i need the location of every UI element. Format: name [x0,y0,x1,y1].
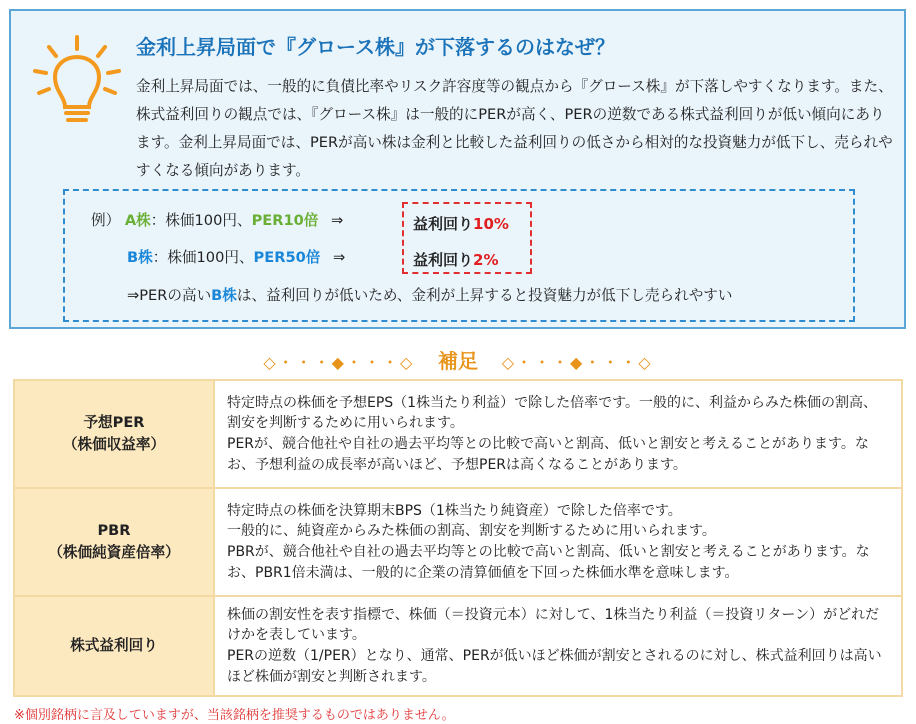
term-cell [14,380,214,488]
stock-b-per: PER50倍 [253,249,321,266]
description-cell: 株価の割安性を表す指標で、株価（＝投資元本）に対して、1株当たり利益（＝投資リターン）がどれだけかを表しています。 PERの逆数（1/PER）となり、通常、PERが低いほど株価が割安とされるのに対し、株式益利回りは高いほど株価が割安と判断されます。 [214,596,902,696]
example-box [63,189,855,322]
lightbulb-icon [31,35,123,127]
arrow-b: ⇒ [333,249,346,266]
deco-right: ◇・・・◆・・・◇ [501,353,653,372]
yield-a-value: 10% [473,215,509,233]
term-cell [14,596,214,696]
question-box [9,9,906,329]
stock-a-name: A株 [124,212,151,229]
description-cell: 特定時点の株価を予想EPS（1株当たり利益）で除した倍率です。一般的に、利益からみた株価の割高、割安を判断するために用いられます。 PERが、競合他社や自社の過去平均等との比較で高いと割高、低いと割安と考えることがあります。なお、予想利益の成長率が高いほど、予想PERは高くなることがあります。 [214,380,902,488]
yield-b [413,249,498,270]
stock-a-per: PER10倍 [251,212,319,229]
description-cell: 特定時点の株価を決算期末BPS（1株当たり純資産）で除した倍率です。 一般的に、純資産からみた株価の割高、割安を判断するために用いられます。 PBRが、競合他社や自社の過去平均等との比較で高いと割高、低いと割安と考えることがあります。なお、PBR1倍未満は、一般的に企業の清算価値を下回った株価水準を意味します。 [214,488,902,596]
stock-a-price: ：株価100円、 [150,212,252,229]
term-name: 予想PER [83,414,145,431]
example-line-a [91,209,343,230]
conclusion-stock-name: B株 [211,287,237,304]
question-title: 金利上昇局面で『グロース株』が下落するのはなぜ？ [136,35,615,59]
example-conclusion [127,284,733,305]
yield-a-label: 益利回り [413,215,474,233]
deco-left: ◇・・・◆・・・◇ [263,353,415,372]
term-cell [14,488,214,596]
yield-b-value: 2% [473,251,499,269]
stock-b-name: B株 [127,249,153,266]
conclusion-pre: ⇒PERの高い [127,287,212,304]
supplement-header [0,345,916,375]
table-row [14,488,902,596]
supplement-title: 補足 [438,349,478,373]
conclusion-post: は、益利回りが低いため、金利が上昇すると投資魅力が低下し売られやすい [236,287,733,304]
yield-b-label: 益利回り [413,251,474,269]
table-row [14,380,902,488]
yield-a [413,213,509,234]
term-name: PBR [97,522,131,539]
example-line-b [127,246,345,267]
term-subname: （株価純資産倍率） [48,544,180,561]
term-name: 株式益利回り [70,637,158,654]
term-subname: （株価収益率） [62,436,166,453]
disclaimer-footnote: ※個別銘柄に言及していますが、当該銘柄を推奨するものではありません。 [14,708,455,723]
example-label: 例） [91,212,121,229]
yield-highlight-box [402,202,532,274]
question-body: 金利上昇局面では、一般的に負債比率やリスク許容度等の観点から『グロース株』が下落しやすくなります。また、株式益利回りの観点では、『グロース株』は一般的にPERが高く、PERの逆数である株式益利回りが低い傾向にあります。金利上昇局面では、PERが高い株は金利と比較した益利回りの低さから相対的な投資魅力が低下し、売られやすくなる傾向があります。 [136,78,893,179]
stock-b-price: ：株価100円、 [152,249,254,266]
table-row [14,596,902,696]
arrow-a: ⇒ [331,212,344,229]
supplement-table [13,379,903,697]
